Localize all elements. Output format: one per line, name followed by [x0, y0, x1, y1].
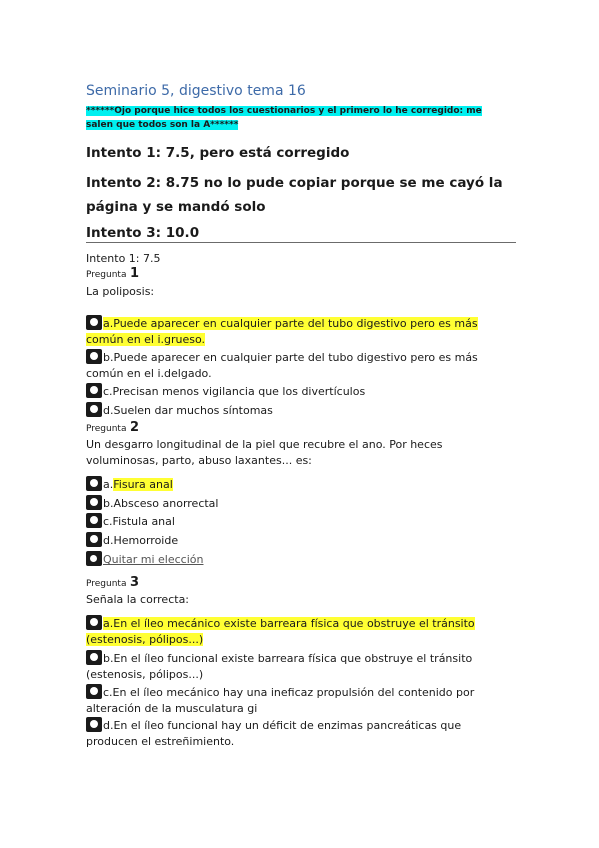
question-3-text: Señala la correcta:	[86, 593, 190, 606]
option-letter: c.	[103, 385, 113, 398]
option-text: En el íleo mecánico hay una ineficaz propulsión del contenido por alteración de la musculatura gi	[86, 686, 475, 715]
question-1-text: La poliposis:	[86, 285, 155, 298]
radio-icon[interactable]	[86, 615, 102, 630]
question-word: Pregunta	[86, 270, 127, 280]
radio-icon[interactable]	[86, 684, 102, 699]
divider	[86, 242, 516, 243]
option-letter: c.	[103, 515, 113, 528]
q3-option-a[interactable]	[86, 615, 516, 648]
radio-icon[interactable]	[86, 513, 102, 528]
option-letter: b.	[103, 497, 114, 510]
q2-option-b[interactable]	[86, 495, 516, 512]
q3-option-d[interactable]	[86, 717, 516, 750]
question-number: 1	[129, 266, 140, 281]
question-2-text: Un desgarro longitudinal de la piel que recubre el ano. Por heces voluminosas, parto, abuso laxantes... es:	[86, 438, 443, 467]
option-text: Absceso anorrectal	[113, 497, 219, 510]
q1-option-d[interactable]	[86, 402, 516, 419]
option-letter: a.	[103, 317, 114, 330]
question-word: Pregunta	[86, 579, 127, 589]
option-text: Fisura anal	[113, 478, 173, 491]
question-3-label	[86, 575, 516, 592]
intent-3: Intento 3: 10.0	[86, 225, 200, 241]
q3-option-b[interactable]	[86, 650, 516, 683]
option-letter: b.	[103, 652, 114, 665]
option-text: En el íleo funcional hay un déficit de enzimas pancreáticas que producen el estreñimiento.	[86, 719, 462, 748]
radio-icon[interactable]	[86, 495, 102, 510]
option-letter: a.	[103, 617, 114, 630]
question-number: 2	[129, 420, 140, 435]
radio-icon[interactable]	[86, 532, 102, 547]
option-text: Fistula anal	[112, 515, 175, 528]
q2-option-d[interactable]	[86, 532, 516, 549]
option-letter: d.	[103, 534, 114, 547]
q1-option-b[interactable]	[86, 349, 516, 382]
option-text: Precisan menos vigilancia que los divertículos	[112, 385, 366, 398]
q1-option-a[interactable]	[86, 315, 516, 348]
option-letter: c.	[103, 686, 113, 699]
option-text: Hemorroide	[113, 534, 179, 547]
option-letter: b.	[103, 351, 114, 364]
option-text: Puede aparecer en cualquier parte del tubo digestivo pero es más común en el i.grueso.	[86, 317, 478, 346]
question-word: Pregunta	[86, 424, 127, 434]
note-highlight: ******Ojo porque hice todos los cuestionarios y el primero lo he corregido: me salen que todos son la A******	[86, 106, 482, 130]
option-letter: d.	[103, 404, 114, 417]
question-number: 3	[129, 575, 140, 590]
option-text: Suelen dar muchos síntomas	[113, 404, 273, 417]
document-title: Seminario 5, digestivo tema 16	[86, 83, 306, 99]
q3-option-c[interactable]	[86, 684, 516, 717]
q2-option-c[interactable]	[86, 513, 516, 530]
clear-choice-link[interactable]	[86, 551, 516, 568]
q2-option-a[interactable]	[86, 476, 516, 493]
intent-2: Intento 2: 8.75 no lo pude copiar porque se me cayó la página y se mandó solo	[86, 175, 503, 215]
radio-icon[interactable]	[86, 349, 102, 364]
radio-icon[interactable]	[86, 402, 102, 417]
option-text: Puede aparecer en cualquier parte del tubo digestivo pero es más común en el i.delgado.	[86, 351, 478, 380]
intent-1: Intento 1: 7.5, pero está corregido	[86, 145, 350, 161]
option-letter: a.	[103, 478, 114, 491]
reset-icon[interactable]	[86, 551, 102, 566]
question-2-label	[86, 420, 516, 437]
q1-option-c[interactable]	[86, 383, 516, 400]
note-text	[86, 104, 496, 132]
option-text: En el íleo funcional existe barreara física que obstruye el tránsito (estenosis, pólipos...)	[86, 652, 473, 681]
option-letter: d.	[103, 719, 114, 732]
question-1-label	[86, 266, 516, 283]
radio-icon[interactable]	[86, 315, 102, 330]
attempt-header: Intento 1: 7.5	[86, 252, 161, 265]
radio-icon[interactable]	[86, 650, 102, 665]
option-text: En el íleo mecánico existe barreara física que obstruye el tránsito (estenosis, pólipos...)	[86, 617, 475, 646]
clear-choice-label[interactable]: Quitar mi elección	[103, 553, 204, 566]
radio-icon[interactable]	[86, 717, 102, 732]
radio-icon[interactable]	[86, 476, 102, 491]
radio-icon[interactable]	[86, 383, 102, 398]
